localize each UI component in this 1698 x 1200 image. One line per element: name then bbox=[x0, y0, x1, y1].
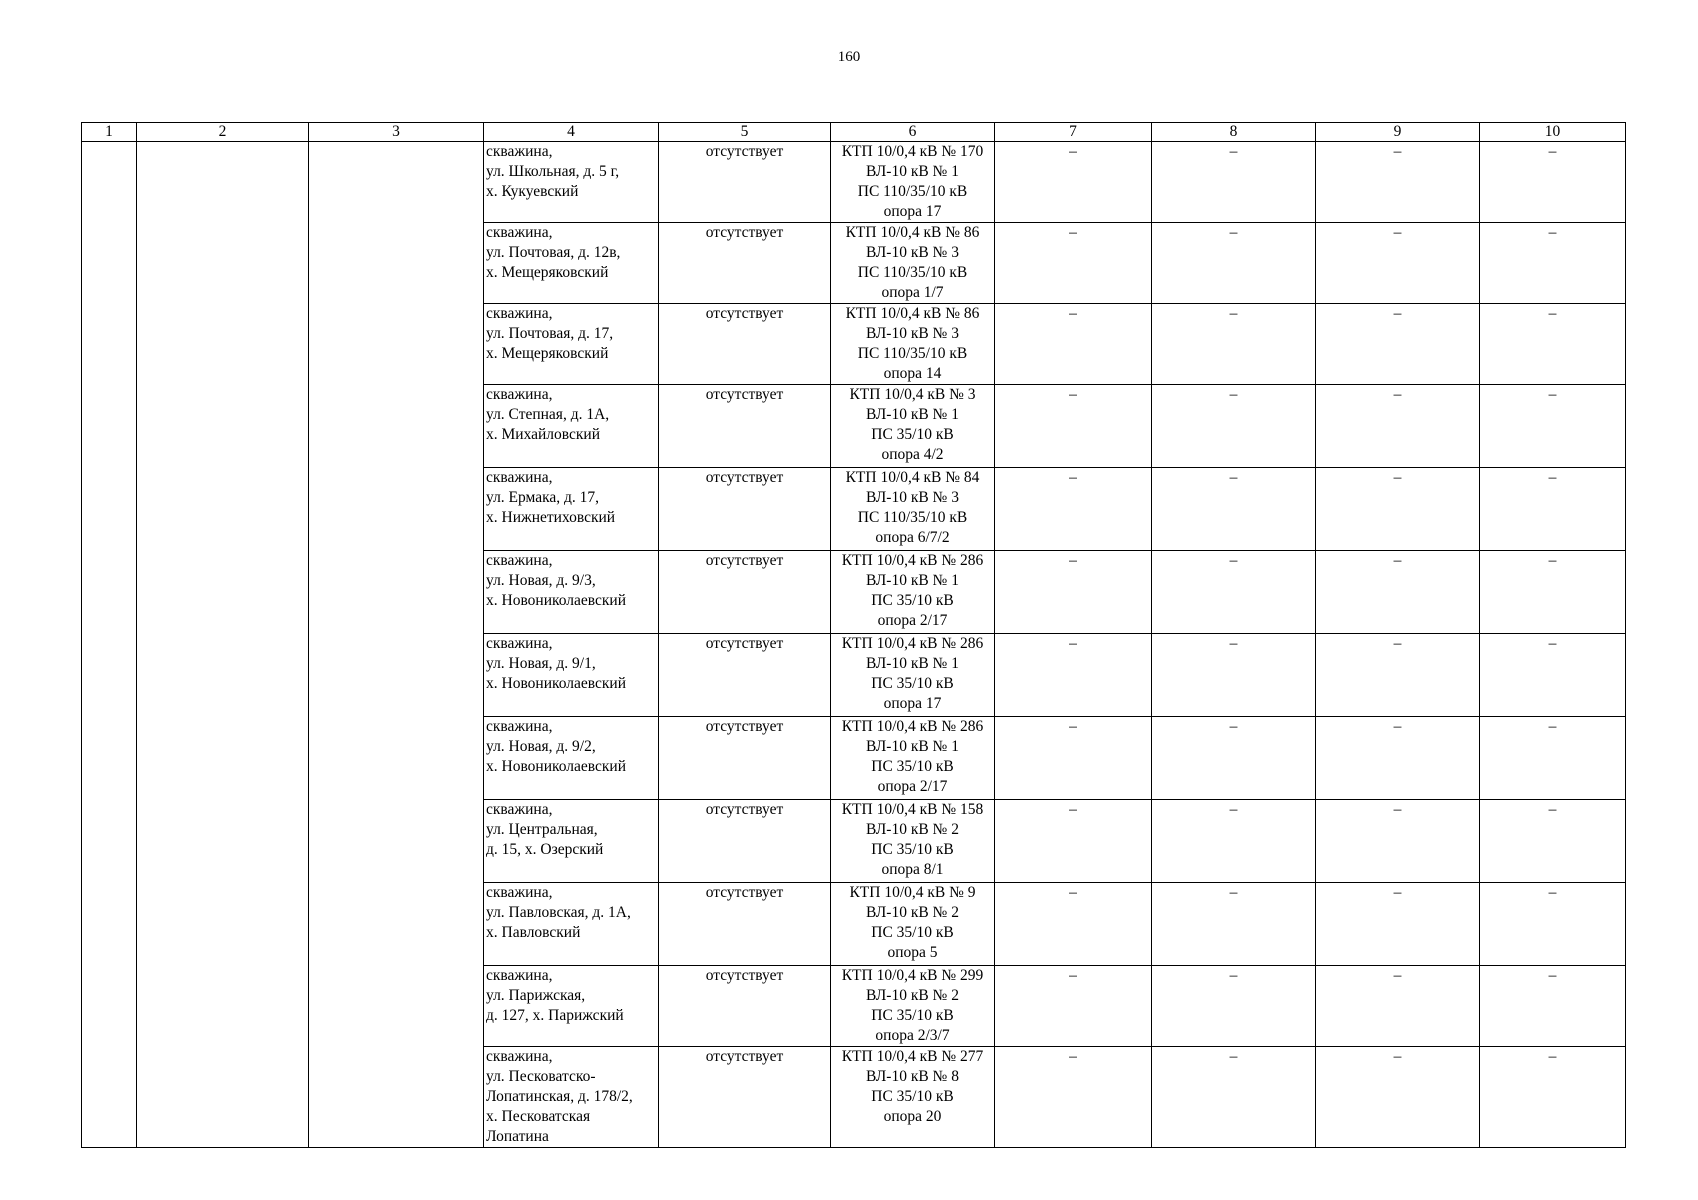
status-cell: отсутствует bbox=[659, 1047, 831, 1148]
header-cell: 10 bbox=[1480, 123, 1626, 142]
header-cell: 3 bbox=[309, 123, 484, 142]
col-10-cell: – bbox=[1480, 142, 1626, 223]
col-8-cell: – bbox=[1152, 1047, 1316, 1148]
col-10-cell: – bbox=[1480, 304, 1626, 385]
col-9-cell: – bbox=[1316, 223, 1480, 304]
header-cell: 5 bbox=[659, 123, 831, 142]
col-9-cell: – bbox=[1316, 800, 1480, 883]
col-8-cell: – bbox=[1152, 717, 1316, 800]
col-8-cell: – bbox=[1152, 966, 1316, 1047]
col-7-cell: – bbox=[995, 1047, 1152, 1148]
power-source-cell: КТП 10/0,4 кВ № 299 ВЛ-10 кВ № 2 ПС 35/10 кВ опора 2/3/7 bbox=[831, 966, 995, 1047]
col-9-cell: – bbox=[1316, 142, 1480, 223]
object-cell: скважина, ул. Ермака, д. 17, х. Нижнетиховский bbox=[484, 468, 659, 551]
status-cell: отсутствует bbox=[659, 966, 831, 1047]
status-cell: отсутствует bbox=[659, 551, 831, 634]
col-10-cell: – bbox=[1480, 966, 1626, 1047]
header-cell: 8 bbox=[1152, 123, 1316, 142]
col-8-cell: – bbox=[1152, 551, 1316, 634]
col-9-cell: – bbox=[1316, 385, 1480, 468]
header-cell: 2 bbox=[137, 123, 309, 142]
col-9-cell: – bbox=[1316, 304, 1480, 385]
power-source-cell: КТП 10/0,4 кВ № 9 ВЛ-10 кВ № 2 ПС 35/10 кВ опора 5 bbox=[831, 883, 995, 966]
col-10-cell: – bbox=[1480, 385, 1626, 468]
status-cell: отсутствует bbox=[659, 717, 831, 800]
col-10-cell: – bbox=[1480, 468, 1626, 551]
object-cell: скважина, ул. Почтовая, д. 17, х. Мещеряковский bbox=[484, 304, 659, 385]
col-7-cell: – bbox=[995, 223, 1152, 304]
col-8-cell: – bbox=[1152, 883, 1316, 966]
col-10-cell: – bbox=[1480, 717, 1626, 800]
power-source-cell: КТП 10/0,4 кВ № 277 ВЛ-10 кВ № 8 ПС 35/10 кВ опора 20 bbox=[831, 1047, 995, 1148]
object-cell: скважина, ул. Павловская, д. 1А, х. Павловский bbox=[484, 883, 659, 966]
col-7-cell: – bbox=[995, 800, 1152, 883]
power-source-cell: КТП 10/0,4 кВ № 286 ВЛ-10 кВ № 1 ПС 35/10 кВ опора 17 bbox=[831, 634, 995, 717]
header-cell: 4 bbox=[484, 123, 659, 142]
col-7-cell: – bbox=[995, 966, 1152, 1047]
status-cell: отсутствует bbox=[659, 800, 831, 883]
status-cell: отсутствует bbox=[659, 634, 831, 717]
col-1-merged-cell bbox=[82, 142, 137, 1148]
col-10-cell: – bbox=[1480, 223, 1626, 304]
col-8-cell: – bbox=[1152, 800, 1316, 883]
col-3-merged-cell bbox=[309, 142, 484, 1148]
object-cell: скважина, ул. Почтовая, д. 12в, х. Мещеряковский bbox=[484, 223, 659, 304]
status-cell: отсутствует bbox=[659, 385, 831, 468]
header-cell: 1 bbox=[82, 123, 137, 142]
col-10-cell: – bbox=[1480, 551, 1626, 634]
col-8-cell: – bbox=[1152, 223, 1316, 304]
power-source-cell: КТП 10/0,4 кВ № 286 ВЛ-10 кВ № 1 ПС 35/10 кВ опора 2/17 bbox=[831, 551, 995, 634]
power-source-cell: КТП 10/0,4 кВ № 170 ВЛ-10 кВ № 1 ПС 110/35/10 кВ опора 17 bbox=[831, 142, 995, 223]
col-7-cell: – bbox=[995, 634, 1152, 717]
status-cell: отсутствует bbox=[659, 304, 831, 385]
object-cell: скважина, ул. Центральная, д. 15, х. Озерский bbox=[484, 800, 659, 883]
col-10-cell: – bbox=[1480, 800, 1626, 883]
power-source-cell: КТП 10/0,4 кВ № 86 ВЛ-10 кВ № 3 ПС 110/35/10 кВ опора 14 bbox=[831, 304, 995, 385]
col-9-cell: – bbox=[1316, 1047, 1480, 1148]
col-7-cell: – bbox=[995, 304, 1152, 385]
header-cell: 9 bbox=[1316, 123, 1480, 142]
object-cell: скважина, ул. Парижская, д. 127, х. Парижский bbox=[484, 966, 659, 1047]
power-source-cell: КТП 10/0,4 кВ № 84 ВЛ-10 кВ № 3 ПС 110/35/10 кВ опора 6/7/2 bbox=[831, 468, 995, 551]
status-cell: отсутствует bbox=[659, 142, 831, 223]
object-cell: скважина, ул. Новая, д. 9/2, х. Новониколаевский bbox=[484, 717, 659, 800]
col-7-cell: – bbox=[995, 717, 1152, 800]
col-7-cell: – bbox=[995, 883, 1152, 966]
col-8-cell: – bbox=[1152, 304, 1316, 385]
header-row bbox=[82, 123, 1626, 142]
col-7-cell: – bbox=[995, 468, 1152, 551]
col-10-cell: – bbox=[1480, 634, 1626, 717]
col-9-cell: – bbox=[1316, 717, 1480, 800]
power-source-cell: КТП 10/0,4 кВ № 158 ВЛ-10 кВ № 2 ПС 35/10 кВ опора 8/1 bbox=[831, 800, 995, 883]
status-cell: отсутствует bbox=[659, 883, 831, 966]
status-cell: отсутствует bbox=[659, 468, 831, 551]
col-9-cell: – bbox=[1316, 883, 1480, 966]
data-table bbox=[81, 122, 1626, 1148]
col-9-cell: – bbox=[1316, 966, 1480, 1047]
object-cell: скважина, ул. Степная, д. 1А, х. Михайловский bbox=[484, 385, 659, 468]
object-cell: скважина, ул. Новая, д. 9/3, х. Новониколаевский bbox=[484, 551, 659, 634]
object-cell: скважина, ул. Школьная, д. 5 г, х. Кукуевский bbox=[484, 142, 659, 223]
col-8-cell: – bbox=[1152, 634, 1316, 717]
col-10-cell: – bbox=[1480, 883, 1626, 966]
object-cell: скважина, ул. Новая, д. 9/1, х. Новониколаевский bbox=[484, 634, 659, 717]
power-source-cell: КТП 10/0,4 кВ № 3 ВЛ-10 кВ № 1 ПС 35/10 кВ опора 4/2 bbox=[831, 385, 995, 468]
col-9-cell: – bbox=[1316, 551, 1480, 634]
power-source-cell: КТП 10/0,4 кВ № 86 ВЛ-10 кВ № 3 ПС 110/35/10 кВ опора 1/7 bbox=[831, 223, 995, 304]
col-7-cell: – bbox=[995, 551, 1152, 634]
col-9-cell: – bbox=[1316, 634, 1480, 717]
col-2-merged-cell bbox=[137, 142, 309, 1148]
header-cell: 7 bbox=[995, 123, 1152, 142]
status-cell: отсутствует bbox=[659, 223, 831, 304]
col-10-cell: – bbox=[1480, 1047, 1626, 1148]
col-8-cell: – bbox=[1152, 385, 1316, 468]
object-cell: скважина, ул. Песковатско- Лопатинская, д. 178/2, х. Песковатская Лопатина bbox=[484, 1047, 659, 1148]
col-8-cell: – bbox=[1152, 142, 1316, 223]
col-7-cell: – bbox=[995, 385, 1152, 468]
col-9-cell: – bbox=[1316, 468, 1480, 551]
col-8-cell: – bbox=[1152, 468, 1316, 551]
col-7-cell: – bbox=[995, 142, 1152, 223]
header-cell: 6 bbox=[831, 123, 995, 142]
table-row bbox=[82, 142, 1626, 223]
power-source-cell: КТП 10/0,4 кВ № 286 ВЛ-10 кВ № 1 ПС 35/10 кВ опора 2/17 bbox=[831, 717, 995, 800]
page-number: 160 bbox=[837, 49, 861, 65]
